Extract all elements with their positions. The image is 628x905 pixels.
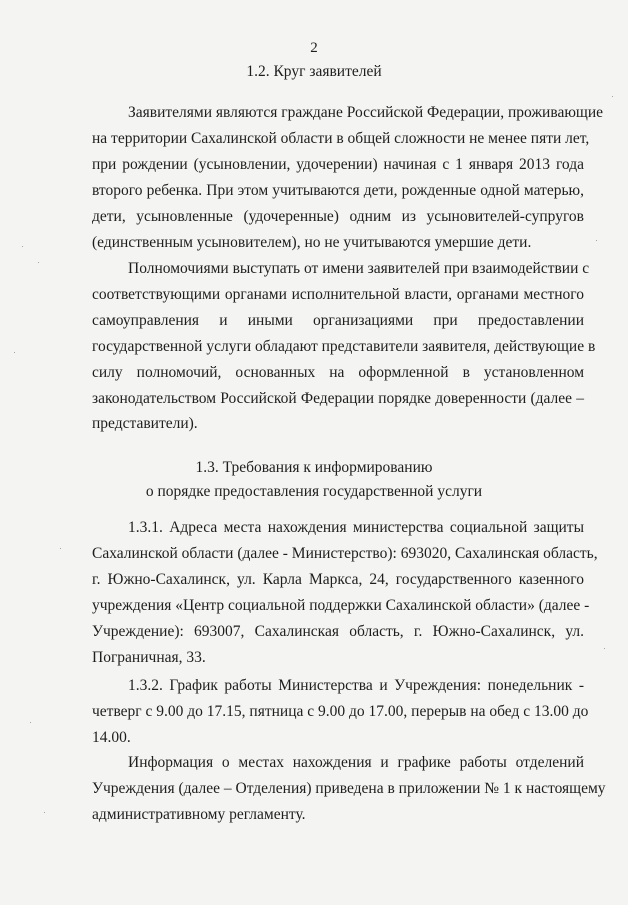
text-line: государственной услуги обладают представители заявителя, действующие в xyxy=(92,337,596,355)
scan-speck xyxy=(14,352,15,353)
text-line: г. Южно-Сахалинск, ул. Карла Маркса, 24, государственного казенного xyxy=(92,570,584,588)
text-line: соответствующими органами исполнительной власти, органами местного xyxy=(92,285,584,303)
text-line: дети, усыновленные (удочеренные) одним из усыновителей-супругов xyxy=(92,207,584,225)
scan-speck xyxy=(44,812,45,813)
text-line: Сахалинской области (далее - Министерство): 693020, Сахалинская область, xyxy=(92,544,598,562)
scan-speck xyxy=(22,246,23,247)
text-line: при рождении (усыновлении, удочерении) начиная с 1 января 2013 года xyxy=(92,155,584,173)
scan-speck xyxy=(612,96,613,97)
text-line: учреждения «Центр социальной поддержки Сахалинской области» (далее - xyxy=(92,596,590,614)
page-number: 2 xyxy=(310,40,318,56)
section-heading-1-3 xyxy=(0,456,628,504)
text-line: Заявителями являются граждане Российской Федерации, проживающие xyxy=(128,104,604,121)
text-line: 1.3.2. График работы Министерства и Учреждения: понедельник - xyxy=(128,677,584,694)
scan-speck xyxy=(604,648,605,649)
paragraph-branches-info xyxy=(92,750,606,828)
scan-speck xyxy=(30,722,31,723)
text-line: административному регламенту. xyxy=(92,805,306,823)
scan-speck xyxy=(596,240,597,241)
text-line: 1.3.1. Адреса места нахождения министерства социальной защиты xyxy=(128,519,584,536)
paragraph-representatives xyxy=(92,256,596,437)
text-line: силу полномочий, основанных на оформленной в установленном xyxy=(92,363,584,381)
text-line: законодательством Российской Федерации порядке доверенности (далее – xyxy=(92,389,584,407)
text-line: Полномочиями выступать от имени заявителей при взаимодействии с xyxy=(128,260,590,277)
text-line: Пограничная, 33. xyxy=(92,648,206,666)
text-line: Учреждения (далее – Отделения) приведена в приложении № 1 к настоящему xyxy=(92,779,606,797)
section-heading-line: о порядке предоставления государственной услуги xyxy=(145,483,483,500)
text-line: второго ребенка. При этом учитываются дети, рожденные одной матерью, xyxy=(92,181,584,199)
paragraph-addresses xyxy=(92,515,598,670)
text-line: на территории Сахалинской области в общей сложности не менее пяти лет, xyxy=(92,129,590,147)
paragraph-applicants xyxy=(92,100,604,255)
scan-speck xyxy=(38,262,39,263)
text-line: самоуправления и иными организациями при предоставлении xyxy=(92,311,584,329)
text-line: Учреждение): 693007, Сахалинская область, г. Южно-Сахалинск, ул. xyxy=(92,622,584,640)
text-line: Информация о местах нахождения и графике работы отделений xyxy=(128,754,584,771)
section-heading-1-2: 1.2. Круг заявителей xyxy=(246,63,382,80)
text-line: (единственным усыновителем), но не учитываются умершие дети. xyxy=(92,233,532,251)
section-heading-line: 1.3. Требования к информированию xyxy=(195,459,433,476)
text-line: четверг с 9.00 до 17.15, пятница с 9.00 до 17.00, перерыв на обед с 13.00 до xyxy=(92,702,589,720)
text-line: представители). xyxy=(92,415,198,433)
scan-speck xyxy=(60,548,61,549)
text-line: 14.00. xyxy=(92,728,131,746)
paragraph-schedule xyxy=(92,673,589,751)
